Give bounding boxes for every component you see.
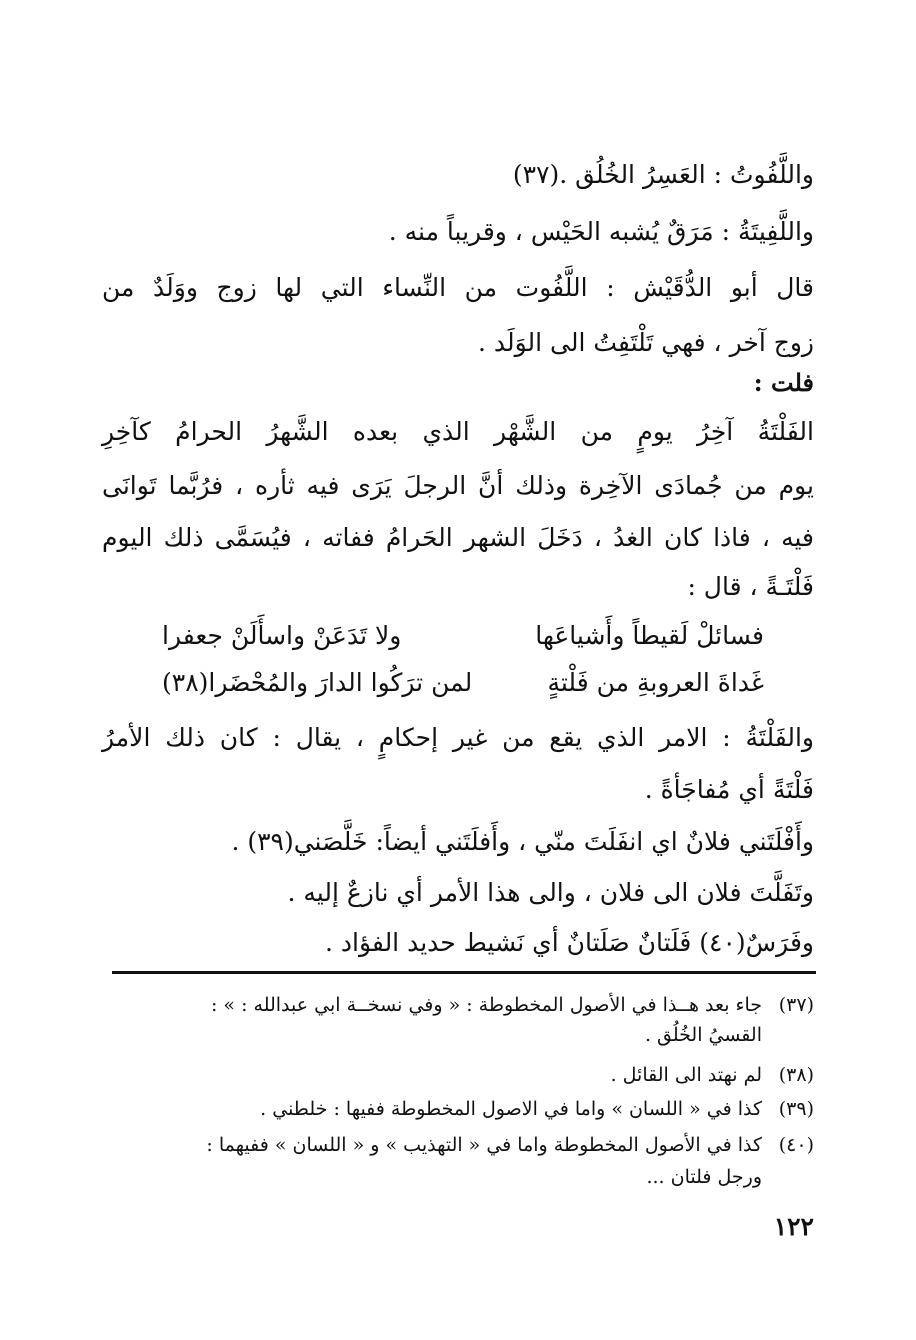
footnote-40 (102, 1130, 814, 1160)
footnote-text: لم نهتد الى القائل . (610, 1064, 762, 1086)
footnote-37 (102, 990, 814, 1020)
body-line-9: فَلْتَـةً ، قال : (687, 572, 814, 601)
footnote-text: كذا في الأصول المخطوطة واما في « التهذيب » و « اللسان » ففيهما : (206, 1134, 762, 1156)
footnote-38 (102, 1060, 814, 1090)
body-line-1: واللَّفُوتُ : العَسِرُ الخُلُق .(٣٧) (512, 160, 814, 189)
body2-line-1: والفَلْتَةُ : الامر الذي يقع من غير إحكامٍ ، يقال : كان ذلك الأمرُ (102, 723, 814, 752)
verse-line-1-right: فسائلْ لَقيطاً وأَشياعَها (535, 621, 764, 650)
footnote-number: (٣٨) (778, 1064, 814, 1086)
body-line-3: قال أبو الدُّقَيْش : اللَّفُوت من النِّساء التي لها زوج ووَلَدٌ من (102, 273, 814, 302)
footnote-number: (٣٧) (778, 994, 814, 1016)
body2-line-4: وتَفَلَّتَ فلان الى فلان ، والى هذا الأمر أي نازعٌ إليه . (287, 878, 814, 907)
footnote-number: (٣٩) (778, 1098, 814, 1120)
footnote-divider (112, 971, 816, 974)
body-line-4: زوج آخر ، فهي تَلْتَفِتُ الى الوَلَد . (477, 328, 814, 357)
body-line-7: يوم من جُمادَى الآخِرة وذلك أنَّ الرجلَ يَرَى فيه ثأره ، فرُبَّما تَوانَى (102, 471, 814, 500)
body2-line-2: فَلْتَةً أي مُفاجَأةً . (644, 775, 814, 804)
page-number: ١٢٢ (773, 1212, 814, 1241)
body2-line-3: وأَفْلَتَني فلانٌ اي انفَلَتَ منّي ، وأَفلَتَني أيضاً: خَلَّصَني(٣٩) . (231, 827, 814, 856)
verse-line-1-left: ولا تَدَعَنْ واسأَلَنْ جعفرا (162, 621, 402, 650)
body-line-2: واللَّفِيتَةُ : مَرَقٌ يُشبه الحَيْس ، وقريباً منه . (388, 217, 814, 246)
verse-line-2-left: لمن ترَكُوا الدارَ والمُحْضَرا(٣٨) (162, 668, 473, 697)
footnote-number: (٤٠) (778, 1134, 814, 1156)
footnote-40-continuation: ورجل فلتان ... (646, 1166, 762, 1188)
verse-line-2-right: غَداةَ العروبةِ من فَلْتةٍ (547, 668, 764, 697)
footnote-text: جاء بعد هــذا في الأصول المخطوطة : « وفي نسخــة ابي عبدالله : » : (210, 994, 762, 1016)
body-line-8: فيه ، فاذا كان الغدُ ، دَخَلَ الشهر الحَرامُ ففاته ، فيُسَمَّى ذلك اليوم (102, 523, 814, 552)
footnote-39 (102, 1094, 814, 1124)
footnote-37-continuation: القسيُ الخُلُق . (644, 1024, 762, 1046)
body2-line-5: وفَرَسٌ(٤٠) فَلَتانٌ صَلَتانٌ أي نَشيط حديد الفؤاد . (325, 928, 814, 957)
section-heading: فلت : (753, 368, 814, 397)
body-line-6: الفَلْتَةُ آخِرُ يومٍ من الشَّهْر الذي بعده الشَّهرُ الحرامُ كآخِرِ (102, 417, 814, 446)
footnote-text: كذا في « اللسان » واما في الاصول المخطوطة ففيها : خلطني . (260, 1098, 762, 1120)
